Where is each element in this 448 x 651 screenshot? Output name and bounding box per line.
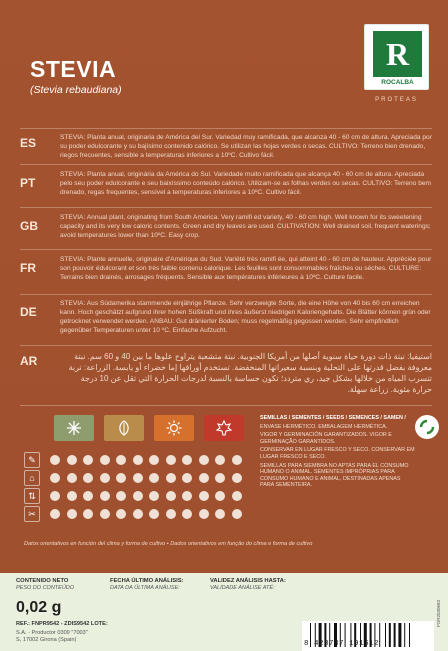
calendar-cell bbox=[182, 455, 192, 465]
barcode-bar bbox=[394, 623, 396, 647]
calendar-cell bbox=[67, 491, 77, 501]
snowflake-icon bbox=[66, 420, 82, 436]
calendar-cell bbox=[83, 509, 93, 519]
lang-code-gb: GB bbox=[20, 219, 38, 233]
summer-tile bbox=[154, 415, 194, 441]
divider bbox=[20, 207, 432, 208]
lang-code-ar: AR bbox=[20, 354, 38, 368]
calendar-cell bbox=[133, 491, 143, 501]
calendar-cell bbox=[50, 455, 60, 465]
brand-logo-name: ROCALBA bbox=[381, 79, 414, 86]
product-title: STEVIA bbox=[30, 56, 117, 82]
brand-logo-letter: R bbox=[373, 31, 422, 77]
brand-tagline: PROTEAS bbox=[375, 97, 418, 103]
calendar-cell bbox=[67, 509, 77, 519]
calendar-cell bbox=[50, 509, 60, 519]
seed-info-item: SEMILLAS PARA SIEMBRA NO APTAS PARA EL CONSUMO HUMANO O ANIMAL. SEMENTES IMPRÓPRIAS PARA CONSUMO HUMANO E ANIMAL, DESTINADAS APENAS PARA SEMENTEIRA. bbox=[260, 462, 409, 489]
calendar-cell bbox=[133, 455, 143, 465]
calendar-cell bbox=[215, 455, 225, 465]
seed-info-item: VIGOR Y GERMINACIÓN GARANTIZADOS. VIGOR E GERMINAÇÃO GARANTIDOS. bbox=[260, 432, 392, 445]
calendar-cell bbox=[83, 473, 93, 483]
analysis-date-label-pt: DATA DA ÚLTIMA ANÁLISE: bbox=[110, 585, 180, 591]
lang-code-es: ES bbox=[20, 136, 37, 150]
calendar-cell bbox=[149, 509, 159, 519]
calendar-cell bbox=[232, 491, 242, 501]
calendar-cell bbox=[100, 509, 110, 519]
brand-logo bbox=[364, 24, 429, 90]
calendar-cell bbox=[133, 509, 143, 519]
calendar-cell bbox=[166, 455, 176, 465]
lang-code-de: DE bbox=[20, 305, 37, 319]
calendar-cell bbox=[116, 509, 126, 519]
net-content-label: CONTENIDO NETO bbox=[16, 578, 69, 584]
analysis-date-label: FECHA ÚLTIMO ANÁLISIS: bbox=[110, 578, 184, 584]
calendar-cell bbox=[182, 473, 192, 483]
spring-tile bbox=[104, 415, 144, 441]
leaf-icon bbox=[117, 420, 131, 436]
calendar-cell bbox=[232, 455, 242, 465]
harvest-icon: ✂ bbox=[24, 506, 40, 522]
seed-info bbox=[260, 415, 415, 489]
sun-icon bbox=[166, 420, 182, 436]
calendar-cell bbox=[83, 491, 93, 501]
calendar-cell bbox=[199, 473, 209, 483]
bottom-band bbox=[0, 573, 448, 651]
calendar-cell bbox=[215, 473, 225, 483]
maple-leaf-icon bbox=[216, 420, 232, 436]
divider bbox=[20, 128, 432, 129]
lang-text-ar: استيفيا: نبتة ذات دورة حياة سنوية أصلها من أمريكا الجنوبية. نبتة متشعبة يتراوح علوها ما بين 40 و 60 سم. نبتة معروفة بفضل قدرتها على التحلية وبنسبة سعيراتها المنخفضة. تستخدم أوراقها إما خضراء أو يابسة. الزراعة: تربة تتسرب المياه من خلالها بشكل جيد، ري متردد؛ تكون حساسة بالنسبة لدرجات الحرارة التي تقل عن 10 درجة حرارة مئوية. زراعة سهلة. bbox=[68, 352, 432, 394]
side-code: FOR2030683 bbox=[436, 600, 441, 628]
calendar-cell bbox=[67, 455, 77, 465]
calendar-cell bbox=[116, 473, 126, 483]
validity-label: VALIDEZ ANÁLISIS HASTA: bbox=[210, 578, 286, 584]
barcode-bar bbox=[379, 623, 380, 647]
product-scientific-name: (Stevia rebaudiana) bbox=[30, 84, 122, 96]
barcode-bar bbox=[409, 623, 410, 647]
lang-text-de: STEVIA: Aus Südamerika stammende einjährige Pflanze. Sehr verzweigte Sorte, die eine Höhe von 40 bis 60 cm erreichen kann. Hoch geschätzt aufgrund ihrer hohen Süßkraft und ihres äußerst niedrigen Kaloriengehalts. Die Blätter können grün oder getrocknet verwendet werden. ANBAU: Gut dränierter Boden; muss regelmäßig gegossen werden. Sehr empfindlich gegenüber Temperaturen unter 10 ºC. Einfache Aufzucht. bbox=[60, 300, 431, 335]
seed-info-item: ENVASE HERMÉTICO. EMBALAGEM HERMÉTICA. bbox=[260, 423, 388, 430]
calendar-cell bbox=[232, 473, 242, 483]
calendar-cell bbox=[199, 509, 209, 519]
footnote: Datos orientativos en función del clima y forma de cultivo • Dados orientativos em função do clima e forma de cultivo bbox=[24, 541, 313, 547]
transplant-icon: ⇅ bbox=[24, 488, 40, 504]
divider bbox=[20, 345, 432, 346]
barcode-number: 8 423737 191612 bbox=[304, 640, 380, 648]
barcode-bar bbox=[398, 623, 401, 647]
producer-line: S.A. · Productor 0309 "7003" bbox=[16, 630, 88, 636]
calendar-cell bbox=[182, 491, 192, 501]
calendar-cell bbox=[199, 455, 209, 465]
producer-info bbox=[16, 630, 176, 644]
calendar-cell bbox=[149, 455, 159, 465]
lang-text-fr: STEVIA: Plante annuelle, originaire d'Amérique du Sud. Variété très ramifi ée, qui atteint 40 - 60 cm de hauteur. Appréciée pour son pouvoir édulcorant et son très faible contenu calorique. Les feuilles sont consommables fraîches ou séches. CULTURE: Terrains bien drainés, arrosages fréquents. Sensible aux températures inférieures à 10ºC. Culture facile. bbox=[60, 256, 432, 282]
calendar-cell bbox=[100, 473, 110, 483]
calendar-cell bbox=[199, 491, 209, 501]
calendar-cell bbox=[182, 509, 192, 519]
green-dot-recycle-icon bbox=[415, 415, 439, 439]
seed-info-heading: SEMILLAS / SEMENTES / SEEDS / SEMENCES / SAMEN / bbox=[260, 415, 406, 421]
net-weight: 0,02 g bbox=[16, 599, 62, 616]
barcode-bar bbox=[389, 623, 391, 647]
grid-row-sowing bbox=[20, 451, 250, 469]
calendar-cell bbox=[50, 473, 60, 483]
net-content-label-pt: PESO DO CONTEÚDO bbox=[16, 585, 75, 591]
calendar-cell bbox=[116, 455, 126, 465]
winter-tile bbox=[54, 415, 94, 441]
lang-code-fr: FR bbox=[20, 261, 36, 275]
calendar-cell bbox=[215, 509, 225, 519]
grid-row-transplant bbox=[20, 487, 250, 505]
lang-code-pt: PT bbox=[20, 176, 36, 190]
divider bbox=[20, 294, 432, 295]
calendar-cell bbox=[166, 509, 176, 519]
lang-text-es: STEVIA: Planta anual, originaria de América del Sur. Variedad muy ramificada, que alcanza 40 - 60 cm de altura. Apreciada por su poder edulcorante y su bajísimo contenido calórico. Se utilizan las hojas verdes o secas. CULTIVO: Terreno bien drenado, riegos frecuentes, sensible a temperaturas inferiores a 10ºC. Cultivo fácil. bbox=[60, 134, 432, 160]
barcode-bar bbox=[385, 623, 386, 647]
calendar-cell bbox=[67, 473, 77, 483]
sowing-calendar-panel bbox=[20, 415, 433, 535]
calendar-cell bbox=[215, 491, 225, 501]
divider bbox=[20, 249, 432, 250]
calendar-cell bbox=[133, 473, 143, 483]
producer-address: S, 17002 Girona (Spain) bbox=[16, 637, 77, 643]
lang-text-gb: STEVIA: Annual plant, originating from South America. Very ramifi ed variety, 40 - 60 cm high. Well known for its sweetening capacity and its very low caloric contents. Green and dry leaves are used. CULTIVATION: Well drained soil, frequent waterings; avoid temperatures lower than 10ºC. Easy crop. bbox=[60, 214, 431, 240]
autumn-tile bbox=[204, 415, 244, 441]
calendar-cell bbox=[166, 473, 176, 483]
divider bbox=[20, 405, 432, 406]
calendar-cell bbox=[83, 455, 93, 465]
grid-row-harvest bbox=[20, 505, 250, 523]
seed-info-item: CONSERVAR EN LUGAR FRESCO Y SECO. CONSERVAR EM LUGAR FRESCO E SECO. bbox=[260, 447, 415, 460]
grid-row-sowing-protected bbox=[20, 469, 250, 487]
validity-label-pt: VALIDADE ANÁLISE ATÉ: bbox=[210, 585, 275, 591]
barcode-bar bbox=[404, 623, 405, 647]
calendar-cell bbox=[166, 491, 176, 501]
calendar-cell bbox=[116, 491, 126, 501]
calendar-cell bbox=[232, 509, 242, 519]
calendar-cell bbox=[100, 455, 110, 465]
reference-code: REF.: FNPR9542 - ZDIS9542 LOTE: bbox=[16, 621, 108, 627]
greenhouse-icon: ⌂ bbox=[24, 470, 40, 486]
calendar-cell bbox=[50, 491, 60, 501]
lang-text-pt: STEVIA: Planta anual, originária da América do Sul. Variedade muito ramificada que alcança 40 - 60 cm de altura. Apreciada pelo seu poder edulcorante e seu baixíssimo conteúdo calórico. Utilizam-se as folhas verdes ou secas. CULTIVO: Terreno bem drenado, regas frequentes, sensível a temperaturas inferiores a 10ºC. Cultivo fácil. bbox=[60, 171, 432, 197]
calendar-cell bbox=[149, 491, 159, 501]
calendar-cell bbox=[149, 473, 159, 483]
calendar-cell bbox=[100, 491, 110, 501]
seed-sowing-icon: ✎ bbox=[24, 452, 40, 468]
divider bbox=[20, 164, 432, 165]
